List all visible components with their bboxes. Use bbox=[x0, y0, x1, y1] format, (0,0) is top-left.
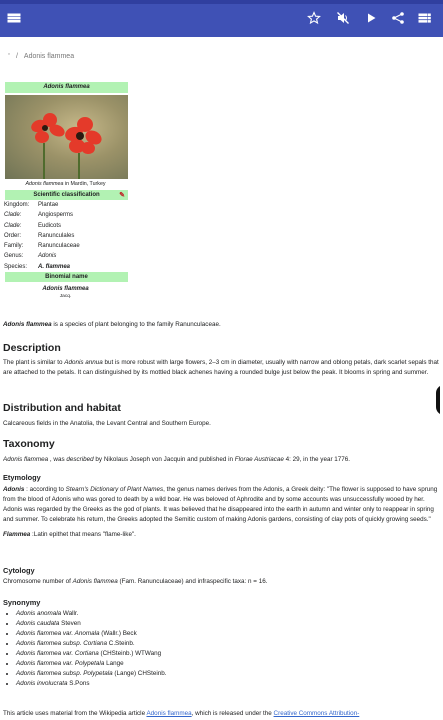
caption-species: Adonis flammea bbox=[25, 181, 64, 187]
section-distribution bbox=[3, 401, 440, 429]
cytology-species: Adonis flammea bbox=[72, 577, 118, 585]
synonym-name: Adonis flammea var. Cortiana bbox=[16, 649, 99, 657]
license-link[interactable]: Creative Commons Attribution- bbox=[273, 710, 360, 717]
rank-label: Species: bbox=[4, 263, 28, 270]
etymology-genus: Adonis bbox=[3, 485, 25, 493]
synonym-authority: Wallr. bbox=[61, 609, 79, 617]
etymology-epithet-text: :Latin epithet that means "flame-like". bbox=[30, 530, 136, 538]
rank-value[interactable]: Angiosperms bbox=[38, 212, 74, 219]
rank-value[interactable]: Eudicots bbox=[38, 222, 62, 229]
synonym-name: Adonis caudata bbox=[16, 619, 60, 627]
breadcrumb bbox=[8, 52, 74, 62]
classification-row bbox=[3, 241, 128, 251]
intro-text: is a species of plant belonging to the family Ranunculaceae. bbox=[51, 321, 221, 328]
taxonomy-described-link[interactable]: described bbox=[66, 456, 94, 464]
synonym-authority: Lange bbox=[104, 659, 124, 667]
description-species-link[interactable]: Adonis annua bbox=[64, 359, 103, 367]
classification-row bbox=[3, 221, 128, 231]
synonym-name: Adonis flammea subsp. Cortiana bbox=[16, 639, 108, 647]
classification-header bbox=[5, 190, 128, 200]
heading-distribution: Distribution and habitat bbox=[3, 402, 121, 414]
taxonomy-text-1: , was bbox=[48, 456, 67, 464]
section-synonymy bbox=[3, 598, 440, 689]
rank-label: Family: bbox=[4, 243, 24, 250]
synonym-authority: Steven bbox=[59, 619, 81, 627]
synonym-authority: (Wallr.) Beck bbox=[99, 629, 137, 637]
rank-label: Kingdom: bbox=[4, 202, 30, 208]
synonym-item bbox=[16, 629, 440, 639]
cytology-text-1: Chromosome number of bbox=[3, 577, 73, 585]
synonym-item bbox=[16, 619, 440, 629]
footer-text-1: This article uses material from the Wikipedia article bbox=[3, 710, 147, 717]
breadcrumb-separator: / bbox=[15, 53, 18, 60]
etymology-epithet: Flammea bbox=[3, 530, 31, 538]
classification-header-label: Scientific classification bbox=[33, 192, 100, 198]
species-photo[interactable] bbox=[5, 95, 128, 179]
article-content bbox=[3, 37, 440, 720]
synonym-item bbox=[16, 669, 440, 679]
taxonomy-text-2: by bbox=[93, 456, 104, 464]
rank-label: Genus: bbox=[4, 253, 24, 260]
rank-value[interactable]: Plantae bbox=[38, 202, 59, 208]
floating-scroll-handle[interactable] bbox=[436, 385, 440, 415]
wikipedia-article-link[interactable]: Adonis flammea bbox=[146, 710, 192, 717]
taxonomy-text-3: and published in bbox=[185, 456, 235, 464]
synonym-authority: S.Pons bbox=[67, 679, 90, 687]
binomial-authority: Jacq. bbox=[59, 293, 72, 299]
synonym-item bbox=[16, 609, 440, 619]
rank-value[interactable]: Ranunculaceae bbox=[38, 243, 80, 250]
section-description bbox=[3, 341, 440, 378]
etymology-text-1: : according to bbox=[24, 485, 66, 493]
classification-row bbox=[3, 251, 128, 261]
heading-cytology: Cytology bbox=[3, 566, 35, 575]
classification-rows bbox=[3, 200, 128, 272]
table-of-contents-icon[interactable] bbox=[416, 9, 434, 27]
intro-species-name: Adonis flammea bbox=[3, 321, 52, 328]
synonym-item bbox=[16, 639, 440, 649]
heading-taxonomy: Taxonomy bbox=[3, 438, 55, 450]
synonym-name: Adonis flammea var. Anomala bbox=[16, 629, 100, 637]
edit-pencil-icon[interactable]: ✎ bbox=[119, 192, 125, 199]
rank-value[interactable]: Ranunculales bbox=[38, 232, 75, 239]
classification-row bbox=[3, 200, 128, 210]
status-bar bbox=[0, 0, 443, 4]
taxonomy-publication: Florae Austriacae bbox=[234, 456, 284, 464]
classification-row bbox=[3, 262, 128, 272]
distribution-text: Calcareous fields in the Anatolia, the Levant Central and Southern Europe. bbox=[3, 420, 211, 428]
taxonomy-author-link[interactable]: Nikolaus Joseph von Jacquin bbox=[103, 456, 186, 464]
description-text-1: The plant is similar to bbox=[3, 359, 65, 367]
rank-value[interactable]: A. flammea bbox=[38, 263, 71, 270]
caption-location: in Mardin, Turkey bbox=[63, 181, 106, 187]
synonym-authority: (CHSteinb.) WTWang bbox=[98, 649, 162, 657]
synonym-authority: C.Steinb. bbox=[107, 639, 135, 647]
synonym-item bbox=[16, 659, 440, 669]
intro-paragraph bbox=[3, 320, 440, 330]
synonym-name: Adonis anomala bbox=[16, 609, 62, 617]
synonym-item bbox=[16, 679, 440, 689]
synonym-item bbox=[16, 649, 440, 659]
menu-icon[interactable] bbox=[5, 9, 23, 27]
taxonomy-text-4: 4: 29, in the year 1776. bbox=[283, 456, 351, 464]
classification-row bbox=[3, 231, 128, 241]
classification-row bbox=[3, 210, 128, 220]
synonym-name: Adonis flammea subsp. Polypetala bbox=[16, 669, 113, 677]
binomial-header: Binomial name bbox=[5, 272, 128, 282]
etymology-text-2: , the genus names derives from the Adonis, a Greek deity: "The flower is supposed to have sprung from the blood of Adonis who was gored to death by a wild boar. He was beloved of Aphrodite and by some accounts was unsuccessfully wooed by her. Adonis was regarded by the Greeks as the god of plants. It was believed that he disappeared into the earth in autumn and winter only to reappear in spring and summer. To celebrate his return, the Greeks adopted the Semitic custom of making Adonis gardens, consisting of clay pots of quickly growing seeds." bbox=[3, 485, 438, 523]
taxonomy-species-name: Adonis flammea bbox=[3, 456, 49, 464]
section-cytology bbox=[3, 566, 440, 587]
mute-audio-icon[interactable] bbox=[334, 9, 352, 27]
rank-value[interactable]: Adonis bbox=[38, 253, 57, 260]
rank-label: Clade: bbox=[4, 212, 22, 219]
etymology-dictionary: Stearn's Dictionary of Plant Names bbox=[65, 485, 164, 493]
synonym-authority: (Lange) CHSteinb. bbox=[112, 669, 167, 677]
rank-label: Order: bbox=[4, 232, 22, 239]
section-etymology bbox=[3, 473, 440, 540]
license-footer bbox=[3, 709, 440, 719]
bookmark-star-icon[interactable] bbox=[305, 9, 323, 27]
binomial-name: Adonis flammea bbox=[42, 286, 89, 293]
footer-text-2: , which is released under the bbox=[191, 710, 274, 717]
app-toolbar bbox=[0, 0, 443, 37]
rank-label: Clade: bbox=[4, 222, 22, 229]
heading-etymology: Etymology bbox=[3, 473, 41, 482]
breadcrumb-home[interactable]: * bbox=[8, 53, 10, 60]
cytology-text-2: (Fam. Ranunculaceae) and infraspecific taxa: n = 16. bbox=[117, 577, 268, 585]
section-taxonomy bbox=[3, 437, 440, 465]
heading-description: Description bbox=[3, 342, 61, 354]
taxobox bbox=[3, 82, 128, 301]
play-icon[interactable] bbox=[362, 9, 380, 27]
heading-synonymy: Synonymy bbox=[3, 598, 41, 607]
photo-caption bbox=[3, 181, 128, 190]
taxobox-title: Adonis flammea bbox=[5, 82, 128, 93]
description-text-2: but is more robust with large flowers, 2–3 cm in diameter, usually with narrow and oblong petals, dark scarlet sepals that are attached to the petals. It can distinguished by its mottled black achenes having a rounded bulge just below the peak. It blooms in spring and summer. bbox=[3, 359, 439, 377]
synonym-name: Adonis involucrata bbox=[16, 679, 68, 687]
synonym-name: Adonis flammea var. Polypetala bbox=[16, 659, 105, 667]
breadcrumb-current: Adonis flammea bbox=[23, 53, 75, 60]
synonym-list bbox=[3, 609, 440, 689]
share-icon[interactable] bbox=[389, 9, 407, 27]
